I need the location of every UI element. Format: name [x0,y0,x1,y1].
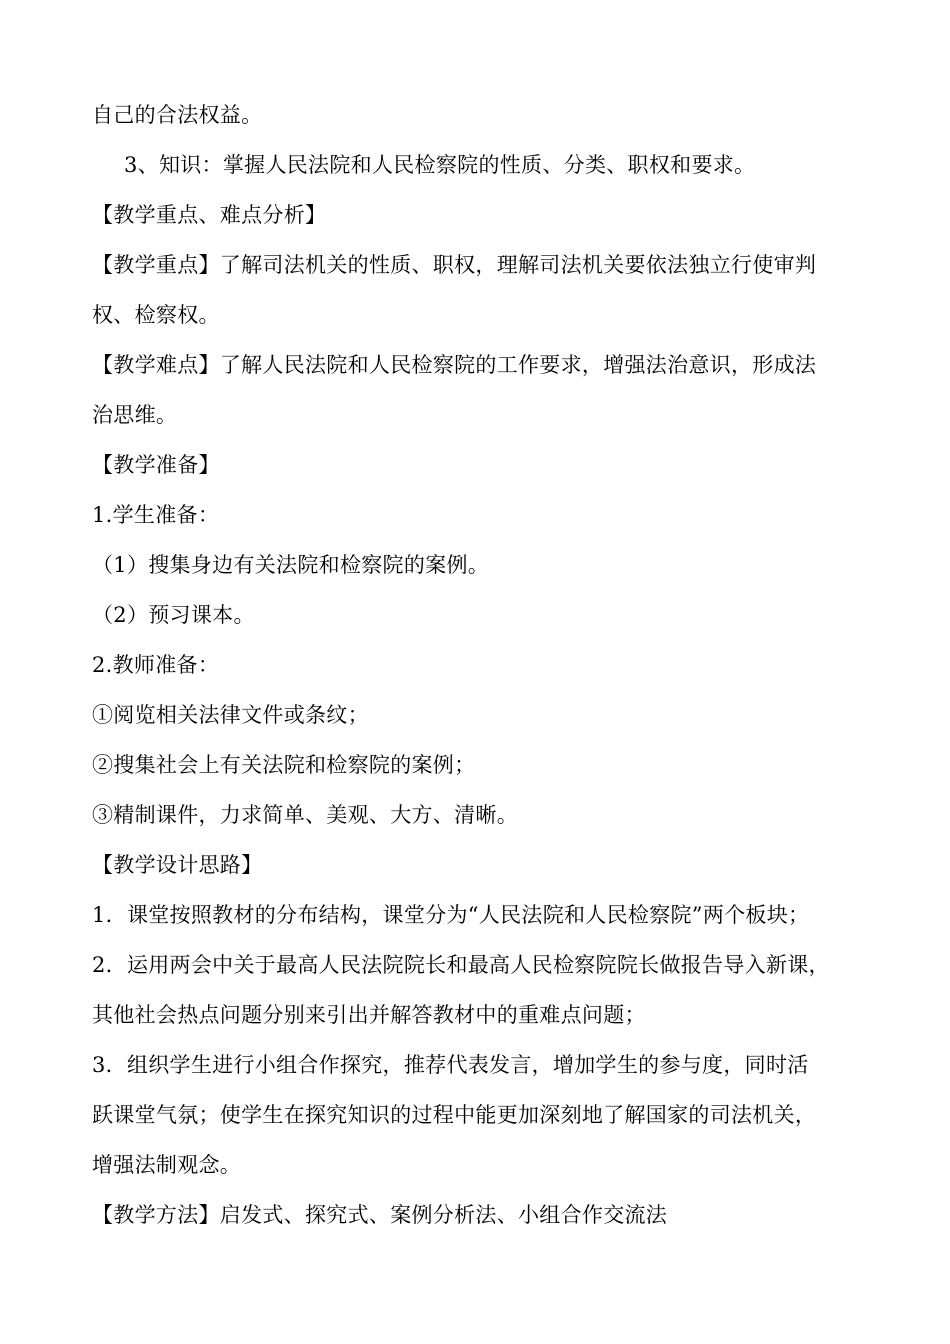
list-item-teacher-1: ①阅览相关法律文件或条纹； [92,703,369,727]
text-line-teacher-prep: 2.教师准备： [92,653,220,677]
text-line-key-point-1: 【教学重点】了解司法机关的性质、职权，理解司法机关要依法独立行使审判 [92,253,817,277]
design-item-3-line-3: 增强法制观念。 [92,1153,242,1177]
text-line-rights: 自己的合法权益。 [92,103,263,127]
text-line-student-prep: 1.学生准备： [92,503,220,527]
list-item-teacher-2: ②搜集社会上有关法院和检察院的案例； [92,753,476,777]
design-item-3-line-2: 跃课堂气氛；使学生在探究知识的过程中能更加深刻地了解国家的司法机关， [92,1103,817,1127]
list-item-student-1: （1）搜集身边有关法院和检察院的案例。 [92,553,490,577]
text-line-teaching-methods: 【教学方法】启发式、探究式、案例分析法、小组合作交流法 [92,1203,668,1227]
text-line-key-point-2: 权、检察权。 [92,303,220,327]
design-item-2-line-2: 其他社会热点问题分别来引出并解答教材中的重难点问题； [92,1003,646,1027]
list-item-teacher-3: ③精制课件，力求简单、美观、大方、清晰。 [92,803,518,827]
text-line-knowledge-goal: 3、知识：掌握人民法院和人民检察院的性质、分类、职权和要求。 [124,153,756,177]
text-line-difficulty-1: 【教学难点】了解人民法院和人民检察院的工作要求，增强法治意识，形成法 [92,353,817,377]
section-heading-key-points: 【教学重点、难点分析】 [92,203,327,227]
list-item-student-2: （2）预习课本。 [92,603,255,627]
design-item-1: 1．课堂按照教材的分布结构，课堂分为“人民法院和人民检察院”两个板块； [92,903,810,927]
design-item-2-line-1: 2．运用两会中关于最高人民法院院长和最高人民检察院院长做报告导入新课， [92,953,830,977]
section-heading-preparation: 【教学准备】 [92,453,220,477]
design-item-3-line-1: 3．组织学生进行小组合作探究，推荐代表发言，增加学生的参与度，同时活 [92,1053,809,1077]
section-heading-design: 【教学设计思路】 [92,853,263,877]
text-line-difficulty-2: 治思维。 [92,403,178,427]
